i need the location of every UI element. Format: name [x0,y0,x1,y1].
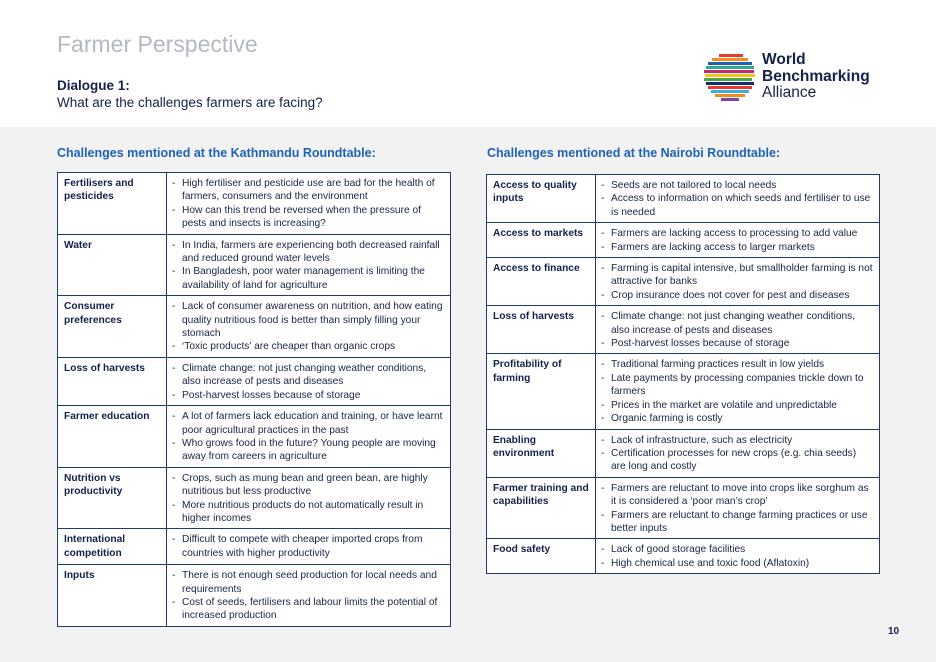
challenge-item: - Seeds are not tailored to local needs [601,179,873,192]
challenge-item: - How can this trend be reversed when the pressure of pests and insects is increasing? [172,204,444,231]
challenge-item: - Crop insurance does not cover for pest and diseases [601,289,873,302]
challenges-cell [596,354,880,429]
nairobi-row [487,354,880,429]
nairobi-heading: Challenges mentioned at the Nairobi Roundtable: [487,146,781,160]
challenges-cell [596,258,880,306]
logo-word-world: World [762,51,806,68]
category-cell: Profitability of farming [487,354,596,429]
nairobi-row [487,258,880,306]
challenges-cell [596,539,880,574]
challenge-item: - High chemical use and toxic food (Aflatoxin) [601,557,873,570]
page-title: Farmer Perspective [57,31,258,57]
challenge-list [601,227,873,254]
challenge-item: - Traditional farming practices result in low yields [601,358,873,371]
challenge-item: - Late payments by processing companies trickle down to farmers [601,372,873,399]
challenges-cell [167,467,451,529]
challenge-item: - Farmers are lacking access to larger markets [601,241,873,254]
challenge-list [601,179,873,219]
challenges-cell [167,296,451,358]
challenge-list [601,482,873,536]
challenge-item: - Crops, such as mung bean and green bean, are highly nutritious but less productive [172,472,444,499]
challenge-item: - High fertiliser and pesticide use are bad for the health of farmers, consumers and the environment [172,177,444,204]
challenge-list [172,410,444,464]
challenge-item: - More nutritious products do not automatically result in higher incomes [172,499,444,526]
challenge-item: - Post-harvest losses because of storage [172,389,444,402]
challenge-item: - Lack of infrastructure, such as electricity [601,434,873,447]
challenge-item: - Post-harvest losses because of storage [601,337,873,350]
category-cell: Inputs [58,565,167,627]
page-header [0,0,936,127]
challenge-list [601,262,873,302]
challenge-item: - Who grows food in the future? Young people are moving away from careers in agriculture [172,437,444,464]
nairobi-row [487,429,880,477]
challenge-item: - Climate change: not just changing weather conditions, also increase of pests and diseases [172,362,444,389]
challenges-cell [167,173,451,235]
dialogue-question: What are the challenges farmers are facing? [57,95,323,110]
challenges-cell [596,175,880,223]
challenge-item: - In Bangladesh, poor water management is limiting the availability of land for agriculture [172,265,444,292]
challenge-item: - Prices in the market are volatile and unpredictable [601,399,873,412]
kathmandu-row [58,467,451,529]
category-cell: Loss of harvests [58,357,167,405]
category-cell: Nutrition vs productivity [58,467,167,529]
challenge-item: - Certification processes for new crops (e.g. chia seeds) are long and costly [601,447,873,474]
nairobi-row [487,223,880,258]
challenge-list [172,533,444,560]
wba-logo [704,50,894,108]
challenges-cell [596,429,880,477]
challenge-item: - Farmers are reluctant to change farming practices or use better inputs [601,509,873,536]
kathmandu-row [58,529,451,565]
challenge-item: - Lack of consumer awareness on nutrition, and how eating quality nutritious food is better than simply filling your stomach [172,300,444,340]
challenge-list [601,543,873,570]
challenges-cell [167,357,451,405]
kathmandu-row [58,234,451,296]
challenge-item: - Cost of seeds, fertilisers and labour limits the potential of increased production [172,596,444,623]
category-cell: Consumer preferences [58,296,167,358]
nairobi-table [486,174,880,574]
kathmandu-table [57,172,451,627]
challenge-item: - Farming is capital intensive, but smallholder farming is not attractive for banks [601,262,873,289]
kathmandu-row [58,565,451,627]
logo-word-alliance: Alliance [762,84,817,101]
nairobi-row [487,175,880,223]
challenge-item: - Farmers are reluctant to move into crops like sorghum as it is considered a ‘poor man’s crop’ [601,482,873,509]
challenges-cell [596,477,880,539]
challenge-list [172,472,444,526]
category-cell: Farmer training and capabilities [487,477,596,539]
challenge-item: - ‘Toxic products’ are cheaper than organic crops [172,340,444,353]
challenges-cell [167,234,451,296]
kathmandu-row [58,296,451,358]
category-cell: Farmer education [58,406,167,468]
challenges-cell [596,223,880,258]
wba-logo-text [762,52,870,102]
challenge-list [172,239,444,293]
category-cell: Fertilisers and pesticides [58,173,167,235]
dialogue-label: Dialogue 1: [57,78,130,93]
category-cell: Food safety [487,539,596,574]
challenge-item: - Difficult to compete with cheaper imported crops from countries with higher productivity [172,533,444,560]
challenge-list [601,358,873,425]
logo-word-benchmarking: Benchmarking [762,67,870,85]
category-cell: Access to markets [487,223,596,258]
wba-logo-mark-icon [704,52,758,108]
challenge-item: - In India, farmers are experiencing both decreased rainfall and reduced ground water levels [172,239,444,266]
challenges-cell [596,306,880,354]
kathmandu-row [58,406,451,468]
challenge-list [601,434,873,474]
category-cell: Water [58,234,167,296]
challenges-cell [167,529,451,565]
kathmandu-heading: Challenges mentioned at the Kathmandu Roundtable: [57,146,376,160]
challenge-list [172,300,444,354]
category-cell: Enabling environment [487,429,596,477]
nairobi-row [487,539,880,574]
challenges-cell [167,565,451,627]
category-cell: International competition [58,529,167,565]
challenge-list [172,177,444,231]
challenge-item: - Farmers are lacking access to processing to add value [601,227,873,240]
challenge-list [172,569,444,623]
kathmandu-row [58,173,451,235]
category-cell: Access to finance [487,258,596,306]
challenge-item: - There is not enough seed production for local needs and requirements [172,569,444,596]
category-cell: Loss of harvests [487,306,596,354]
nairobi-row [487,306,880,354]
challenge-item: - Access to information on which seeds and fertiliser to use is needed [601,192,873,219]
challenge-list [601,310,873,350]
challenge-item: - Climate change: not just changing weather conditions, also increase of pests and diseases [601,310,873,337]
challenge-item: - Organic farming is costly [601,412,873,425]
page-number: 10 [888,626,900,637]
category-cell: Access to quality inputs [487,175,596,223]
kathmandu-row [58,357,451,405]
challenge-item: - Lack of good storage facilities [601,543,873,556]
challenge-item: - A lot of farmers lack education and training, or have learnt poor agricultural practices in the past [172,410,444,437]
nairobi-row [487,477,880,539]
challenges-cell [167,406,451,468]
challenge-list [172,362,444,402]
